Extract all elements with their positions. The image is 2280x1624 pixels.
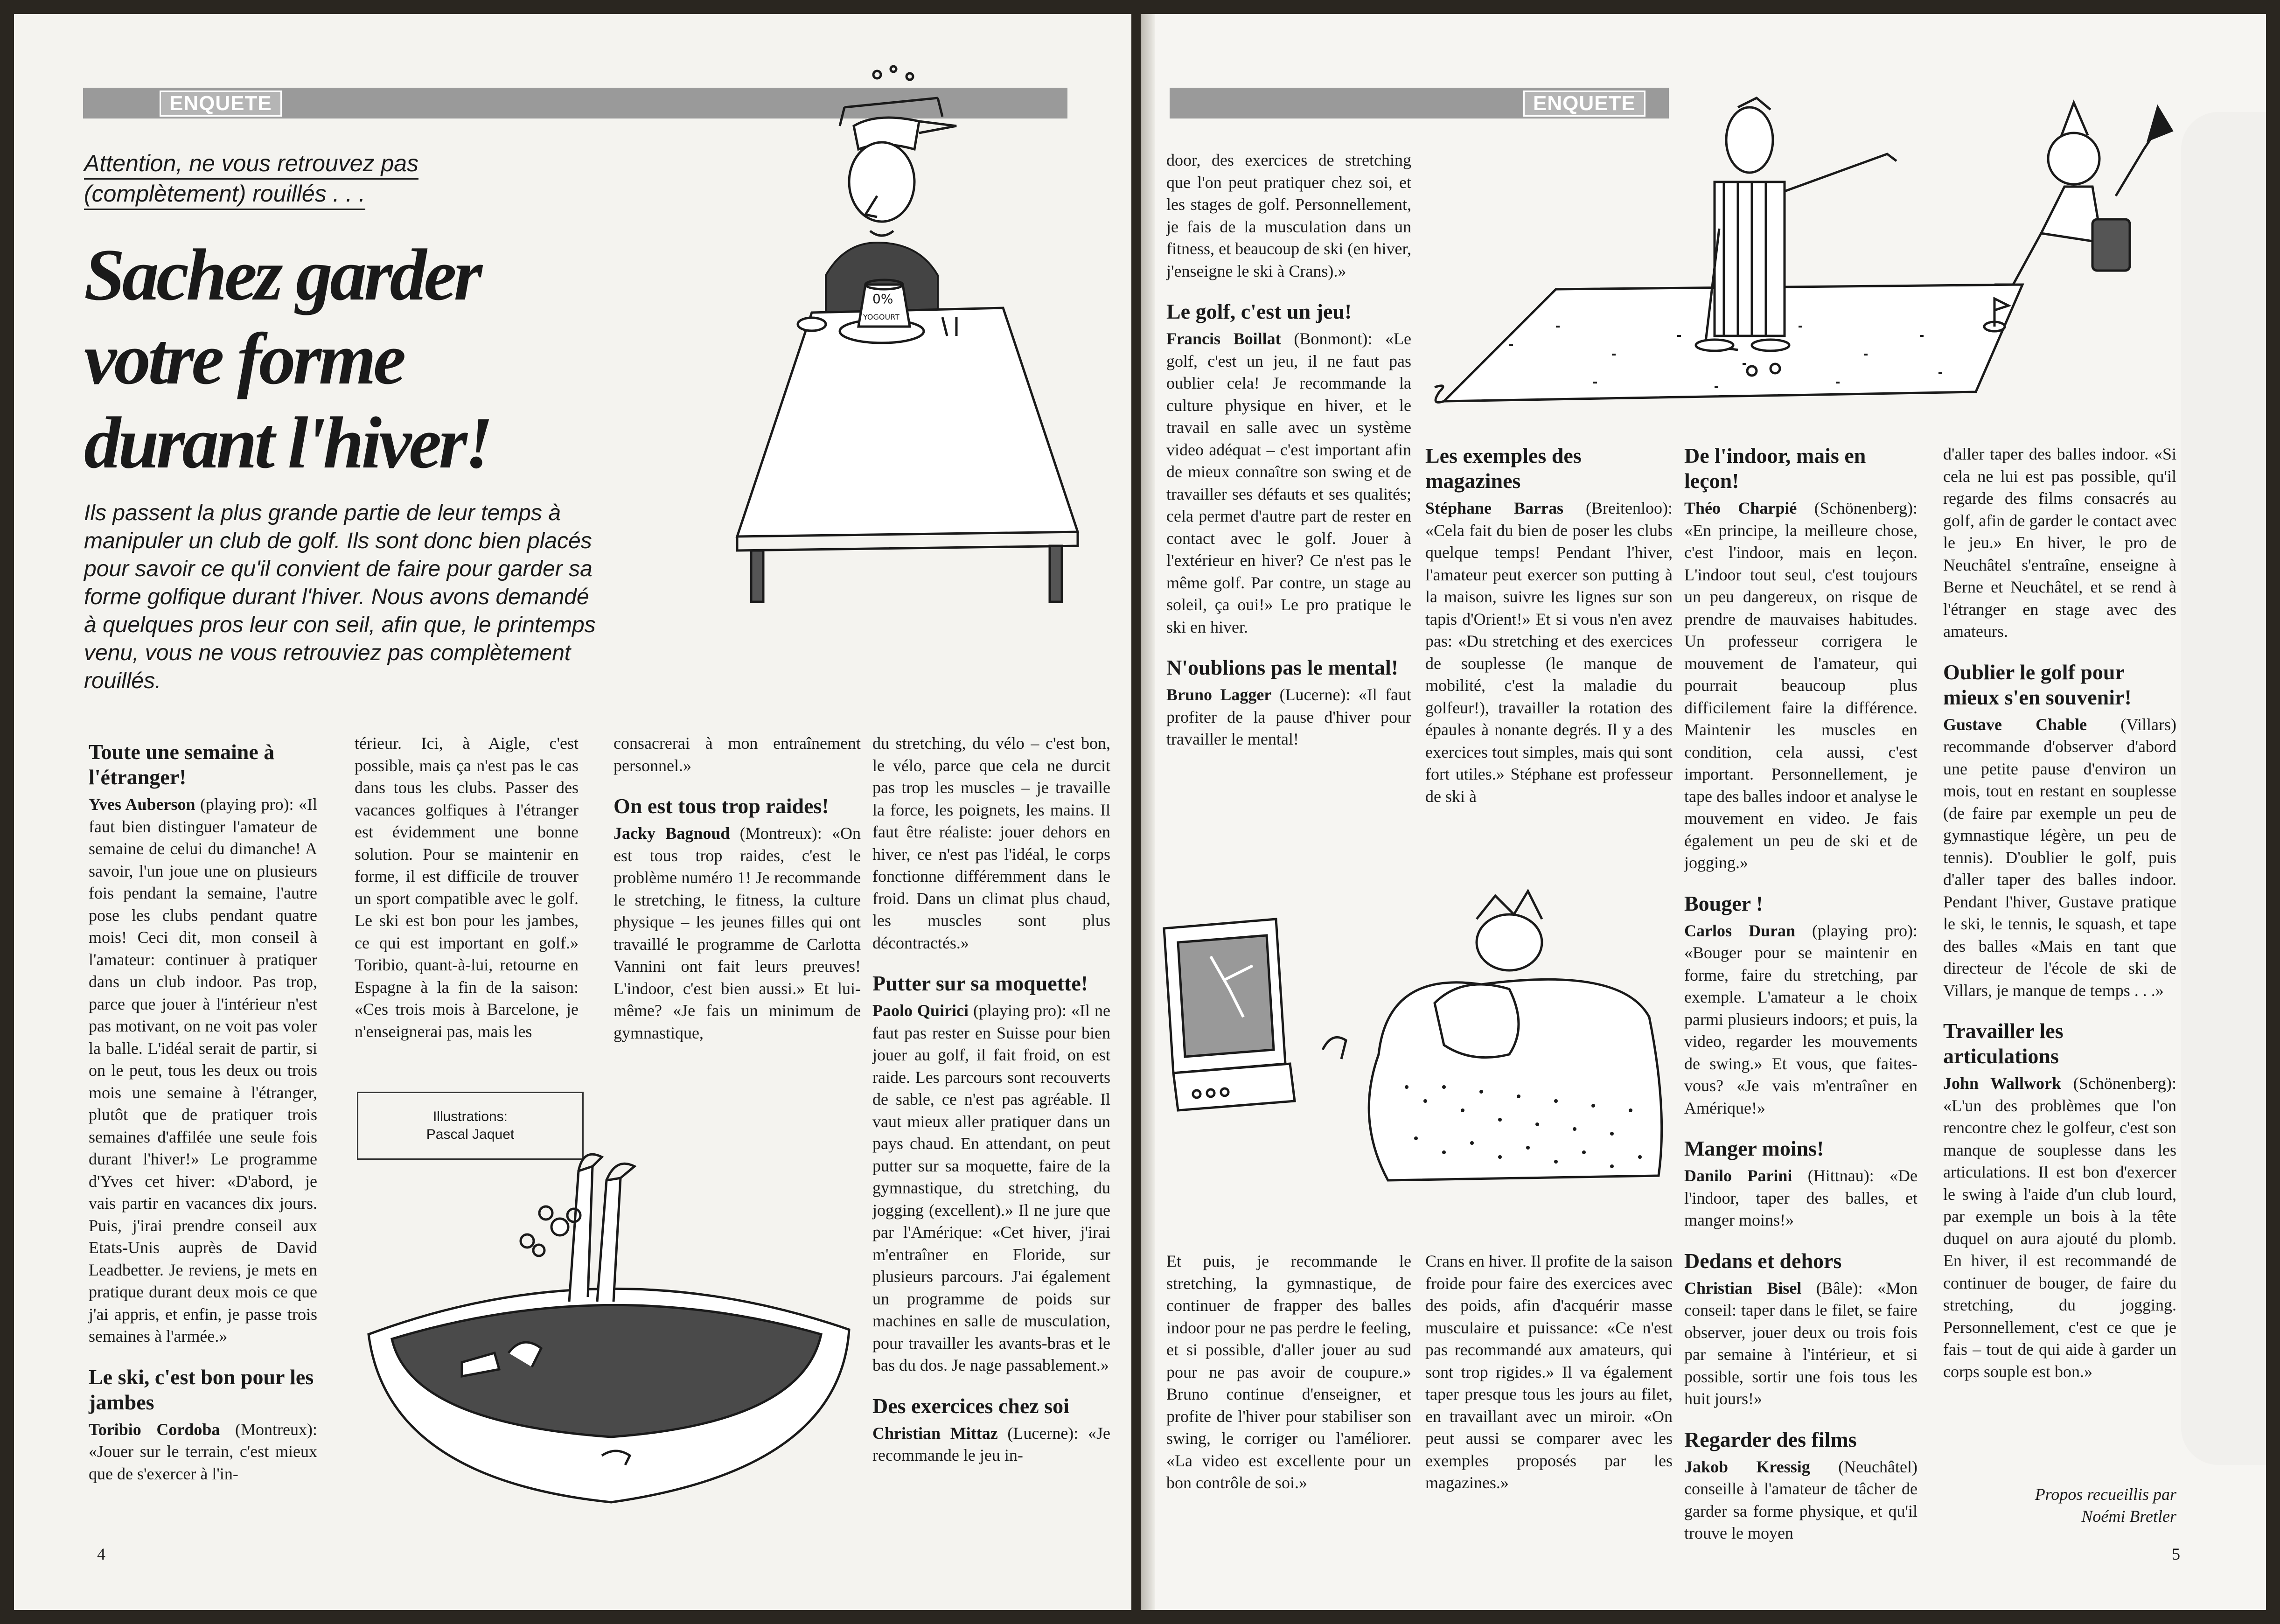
right-column-2: Les exemples des magazines Stéphane Barras (Breitenloo): «Cela fait du bien de poser les clubs quelque temps! Pendant l'hiver, l'amateur peut exercer son putting à la maison, suivre les lignes sur son tapis d'Orient!» Et si vous n'en avez pas: «Du stretching et des exercices de souplesse (le manque de mobilité, c'est la maladie du golfeur!), travailler la rotation des épaules à nonante degrés. Il y a des exercices tout simples, mais qui sont fort utiles.» Stéphane est professeur de ski à [1425, 444, 1673, 806]
heading: Le golf, c'est un jeu! [1166, 300, 1352, 323]
author-signoff: Propos recueillis par Noémi Bretler [2035, 1485, 2176, 1526]
interviewee-name: Gustave Chable [1943, 715, 2087, 734]
heading: Toute une semaine à l'étranger! [89, 740, 275, 789]
heading: Oublier le golf pour mieux s'en souvenir! [1943, 660, 2132, 709]
section-label: ENQUETE [1523, 91, 1646, 117]
interviewee-name: Bruno Lagger [1166, 685, 1272, 704]
interviewee-name: Théo Charpié [1684, 499, 1797, 517]
heading: Dedans et dehors [1684, 1248, 1842, 1273]
right-column-4: d'aller taper des balles indoor. «Si cela ne lui est pas possible, qu'il regarde des films consacrés au golf, afin de garder le contact avec le jeu.» En hiver, le pro de Neuchâtel s'entraîne, enseigne à Berne et Neuchâtel, et se rend à l'étranger en stage avec des amateurs. Oublier le golf pour mieux s'en souvenir! Gustave Chable (Villars) recommande d'observer d'abord une petite pause d'environ un mois, tout en restant en souplesse (de faire par exemple un peu de gymnastique légère, un peu de tennis). D'oublier le golf, puis d'aller taper des balles indoor. Pendant l'hiver, Gustave pratique le ski, le tennis, le squash, et tape des balles «Mais en tant que directeur de l'école de ski de Villars, je manque de temps . . .» Travailler les articulations John Wallwork (Schönenberg): «L'un des problèmes que l'on rencontre chez le golfeur, c'est son manque de souplesse dans les articulations. Il est bon d'exercer le swing à l'aide d'un club lourd, par exemple un bois à la tête duquel on aura ajouté du plomb. En hiver, il est recommandé de continuer de bouger, de faire du stretching, du jogging. Personnellement, c'est ce que je fais – tout de qui aide à garder un corps souple est bon.» [1943, 445, 2176, 1381]
right-page [1141, 14, 2266, 1610]
left-column-2: térieur. Ici, à Aigle, c'est possible, mais ça n'est pas le cas dans tous les clubs. Passer des vacances golfiques à l'étranger est évidemment une bonne solution. Pour se maintenir en forme, il est difficile de trouver un sport compatible avec le golf. Le ski est bon pour les jambes, ce qui est important en golf.» Toribio, quant-à-lui, retourne en Espagne à la fin de la saison: «Ces trois mois à Barcelone, je n'enseignerai pas, mais les [355, 734, 579, 1041]
interviewee-name: Carlos Duran [1684, 921, 1796, 940]
interviewee-name: John Wallwork [1943, 1074, 2062, 1093]
left-column-1: Toute une semaine à l'étranger! Yves Auberson (playing pro): «Il faut bien distinguer l'amateur de semaine de celui du dimanche! A savoir, l'un joue une on plusieurs fois pendant la semaine, l'autre pose les clubs pendant quatre mois! Ceci dit, mon conseil à l'amateur: continuer à pratiquer dans un club indoor. Pas trop, parce que jouer à l'intérieur n'est pas motivant, on ne voit pas voler la balle. L'idéal serait de partir, si on le peut, tous les deux ou trois mois une semaine à l'étranger, plutôt que de pratiquer trois semaines d'affilée une seule fois durant l'hiver!» Le programme d'Yves cet hiver: «D'abord, je vais partir en vacances dix jours. Puis, j'irai prendre conseil aux Etats-Unis auprès de David Leadbetter. Je reviens, je mets en pratique durant deux mois ce que j'ai appris, et enfin, je passe trois semaines à l'armée.» Le ski, c'est bon pour les jambes Toribio Cordoba (Montreux): «Jouer sur le terrain, c'est mieux que de s'exercer à l'in- [89, 740, 318, 1483]
heading: Le ski, c'est bon pour les jambes [89, 1365, 314, 1414]
interviewee-name: Paolo Quirici [872, 1001, 969, 1020]
interviewee-name: Stéphane Barras [1425, 499, 1564, 517]
kicker: Attention, ne vous retrouvez pas (complètement) rouillés . . . [84, 149, 448, 210]
heading: Bouger ! [1684, 891, 1764, 915]
left-column-3: consacrerai à mon entraînement personnel.» On est tous trop raides! Jacky Bagnoud (Montreux): «On est tous trop raides, c'est le problème numéro 1! Je recommande le stretching, le fitness, la culture physique – les jeunes filles qui ont travaillé le programme de Carlotta Vannini ont fait leurs preuves! L'indoor, c'est bien aussi.» Et lui-même? «Je fais un minimum de gymnastique, [614, 734, 861, 1042]
yogurt-word: YOGOURT [863, 313, 899, 321]
left-column-4: du stretching, du vélo – c'est bon, le vélo, parce que cela ne durcit pas trop les muscles – je travaille la force, les poignets, les mains. Il faut être réaliste: jouer dehors en hiver, ce n'est pas l'idéal, le corps fonctionne différemment dans le froid. Dans un climat plus chaud, les muscles sont plus décontractés.» Putter sur sa moquette! Paolo Quirici (playing pro): «Il ne faut pas rester en Suisse pour bien jouer au golf, il fait froid, on est raide. Les parcours sont recouverts de sable, ce n'est pas agréable. Il vaut mieux aller pratiquer dans un pays chaud. En attendant, on peut putter sur sa moquette, faire de la gymnastique, du stretching, du jogging (excellent).» Il ne jure que par l'Amérique: «Cet hiver, j'irai m'entraîner en Floride, sur plusieurs parcours. J'ai également un programme de poids sur machines en salle de musculation, pour travailler les avants-bras et le bas du dos. Je nage passablement.» Des exercices chez soi Christian Mittaz (Lucerne): «Je recommande le jeu in- [872, 734, 1111, 1464]
interviewee-name: Jacky Bagnoud [614, 824, 730, 843]
carpet-putting-illustration [1416, 65, 2190, 429]
interviewee-name: Christian Mittaz [872, 1423, 998, 1443]
page-number: 5 [2172, 1545, 2180, 1563]
right-column-1: door, des exercices de stretching que l'on peut pratiquer chez soi, et les stages de golf. Personnellement, je fais de la musculation dans un fitness, et beaucoup de ski (en hiver, j'enseigne le ski à Crans).» Le golf, c'est un jeu! Francis Boillat (Bonmont): «Le golf, c'est un jeu, il ne faut pas oublier cela! Je recommande la culture physique en hiver, et le travail en salle avec un système video adéquat – c'est important afin de mieux connaître son swing et de travailler ses défauts et ses qualités; cela permet d'autre part de rester en contact avec le golf. Jouer à l'extérieur en hiver? Ce n'est pas le même golf. Par contre, un stage au soleil, ça oui!» Le pro pratique le ski en hiver. N'oublions pas le mental! Bruno Lagger (Lucerne): «Il faut profiter de la pause d'hiver pour travailler le mental! [1166, 151, 1411, 748]
interviewee-name: Danilo Parini [1684, 1166, 1792, 1185]
show-through [2181, 112, 2266, 1465]
illustration-credit: Illustrations: Pascal Jaquet [357, 1092, 584, 1160]
interviewee-name: Toribio Cordoba [89, 1420, 220, 1439]
headline: Sachez garder votre forme durant l'hiver! [84, 234, 491, 484]
yogurt-percent: 0% [872, 291, 893, 307]
right-column-3: De l'indoor, mais en leçon! Théo Charpié (Schönenberg): «En principe, la meilleure chose, c'est l'indoor, mais en leçon. L'indoor tout seul, c'est toujours un peu dangereux, on risque de prendre de mauvaises habitudes. Un professeur corrigera le mouvement de l'amateur, qui pourrait beaucoup plus difficilement faire la différence. Maintenir les muscles en condition, cela aussi, c'est important. Personnellement, je tape des balles indoor et analyse le mouvement en video. Je fais également un peu de ski et de jogging.» Bouger ! Carlos Duran (playing pro): «Bouger pour se maintenir en forme, faire du stretching, par exemple. L'amateur a le choix parmi plusieurs indoors; et puis, la video, regarder les mouvements de swing.» Et vous, que faites-vous? «Je vais m'entraîner en Amérique!» Manger moins! Danilo Parini (Hittnau): «De l'indoor, taper des balles, et manger moins!» Dedans et dehors Christian Bisel (Bâle): «Mon conseil: taper dans le filet, se faire observer, jouer deux ou trois fois par semaine à l'intérieur, et si possible, sortir une fois tous les huit jours!» Regarder des films Jakob Kressig (Neuchâtel) conseille à l'amateur de tâcher de garder sa forme physique, et qu'il trouve le moyen [1684, 444, 1918, 1542]
heading: Travailler les articulations [1943, 1019, 2064, 1068]
page-number: 4 [97, 1545, 105, 1563]
heading: N'oublions pas le mental! [1166, 655, 1399, 679]
yogurt-table-illustration [658, 56, 1101, 672]
pool-illustration [355, 1134, 858, 1521]
heading: Regarder des films [1684, 1427, 1857, 1451]
interviewee-name: Christian Bisel [1684, 1278, 1802, 1297]
right-column-1-bottom: Et puis, je recommande le stretching, la gymnastique, de continuer de frapper des balles indoor pour ne pas perdre le feeling, et si possible, d'aller jouer au sud pour ne pas avoir de coupure.» Bruno continue d'enseigner, et profite de l'hiver pour stabiliser son swing, le corriger ou l'améliorer. «La video est excellente pour un bon contrôle de soi.» [1166, 1252, 1411, 1492]
heading: De l'indoor, mais en leçon! [1684, 444, 1866, 493]
lede: Ils passent la plus grande partie de leur temps à manipuler un club de golf. Ils sont donc bien placés pour savoir ce qu'il convient de faire pour garder sa forme golfique durant l'hiver. Nous avons demandé à quelques pros leur con seil, afin que, le printemps venu, vous ne vous retrouviez pas complètement rouillés. [84, 501, 596, 693]
heading: Manger moins! [1684, 1136, 1824, 1160]
heading: On est tous trop raides! [614, 794, 829, 818]
right-column-2-bottom: Crans en hiver. Il profite de la saison froide pour faire des exercices avec des poids, afin d'acquérir masse musculaire et puissance: «Ce n'est pas recommandé aux amateurs, qui sont trop rigides.» Il va également taper presque tous les jours au filet, en travaillant avec un miroir. «On peut aussi se comparer avec les exemples proposés par les magazines.» [1425, 1252, 1673, 1492]
tv-armchair-illustration [1155, 877, 1682, 1194]
interviewee-name: Jakob Kressig [1684, 1457, 1810, 1476]
heading: Des exercices chez soi [872, 1394, 1069, 1418]
interviewee-name: Yves Auberson [89, 795, 195, 814]
gutter-shadow [1141, 14, 1155, 1610]
heading: Putter sur sa moquette! [872, 971, 1088, 995]
interviewee-name: Francis Boillat [1166, 329, 1281, 348]
section-label: ENQUETE [160, 91, 282, 117]
heading: Les exemples des magazines [1425, 444, 1582, 493]
left-page [14, 14, 1131, 1610]
